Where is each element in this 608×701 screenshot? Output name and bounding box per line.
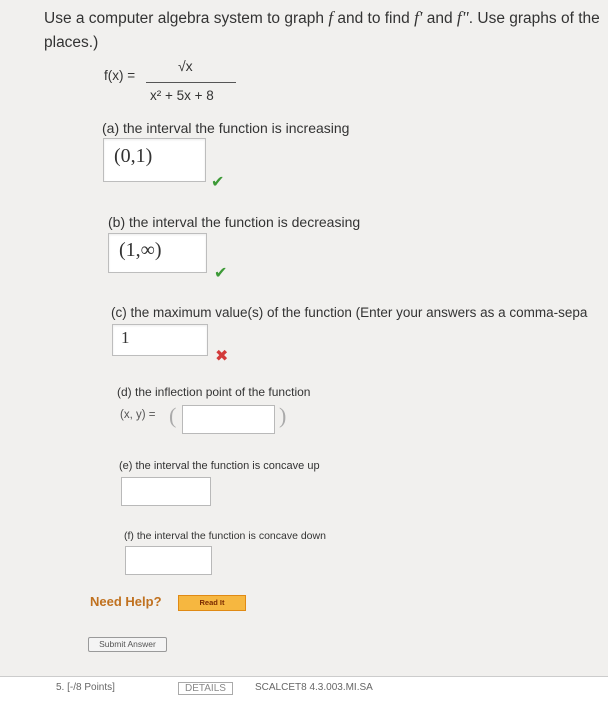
- question-b-label: (b) the interval the function is decreasing: [108, 214, 361, 230]
- question-e-label: (e) the interval the function is concave up: [119, 460, 320, 472]
- answer-a-value: (0,1): [114, 145, 153, 167]
- open-paren: (: [169, 403, 177, 428]
- question-d-label: (d) the inflection point of the function: [117, 385, 311, 399]
- fraction-bar: [146, 82, 236, 83]
- function-lhs: f(x) =: [104, 68, 136, 83]
- function-numerator: √x: [178, 58, 193, 74]
- correct-check-icon: ✔: [214, 265, 228, 282]
- prompt-line-1: Use a computer algebra system to graph f and to find f' and f". Use graphs of the: [44, 8, 600, 27]
- answer-b-value: (1,∞): [119, 239, 162, 261]
- read-it-button[interactable]: Read It: [178, 595, 246, 611]
- problem-code: SCALCET8 4.3.003.MI.SA: [255, 682, 373, 693]
- answer-f-input[interactable]: [125, 546, 212, 575]
- question-c-label: (c) the maximum value(s) of the function (Enter your answers as a comma-sepa: [111, 305, 588, 320]
- submit-answer-button[interactable]: Submit Answer: [88, 637, 167, 652]
- question-a-label: (a) the interval the function is increasing: [102, 120, 350, 136]
- question-f-label: (f) the interval the function is concave down: [124, 530, 326, 542]
- answer-c-input[interactable]: [112, 324, 208, 356]
- need-help-label: Need Help?: [90, 594, 162, 609]
- details-button[interactable]: DETAILS: [178, 682, 233, 695]
- inflection-prefix: (x, y) =: [120, 409, 156, 421]
- answer-e-input[interactable]: [121, 477, 211, 506]
- answer-a-input[interactable]: [103, 138, 206, 182]
- function-denominator: x² + 5x + 8: [150, 88, 214, 103]
- next-question-header: [0, 676, 608, 701]
- answer-c-value: 1: [121, 328, 130, 347]
- answer-d-input[interactable]: [182, 405, 275, 434]
- prompt-line-2: places.): [44, 34, 99, 51]
- incorrect-x-icon: ✖: [215, 348, 229, 365]
- correct-check-icon: ✔: [211, 174, 225, 191]
- answer-b-input[interactable]: [108, 233, 207, 273]
- points-label: 5. [-/8 Points]: [56, 682, 115, 693]
- question-prompt: [44, 6, 604, 55]
- close-paren: ): [279, 403, 287, 428]
